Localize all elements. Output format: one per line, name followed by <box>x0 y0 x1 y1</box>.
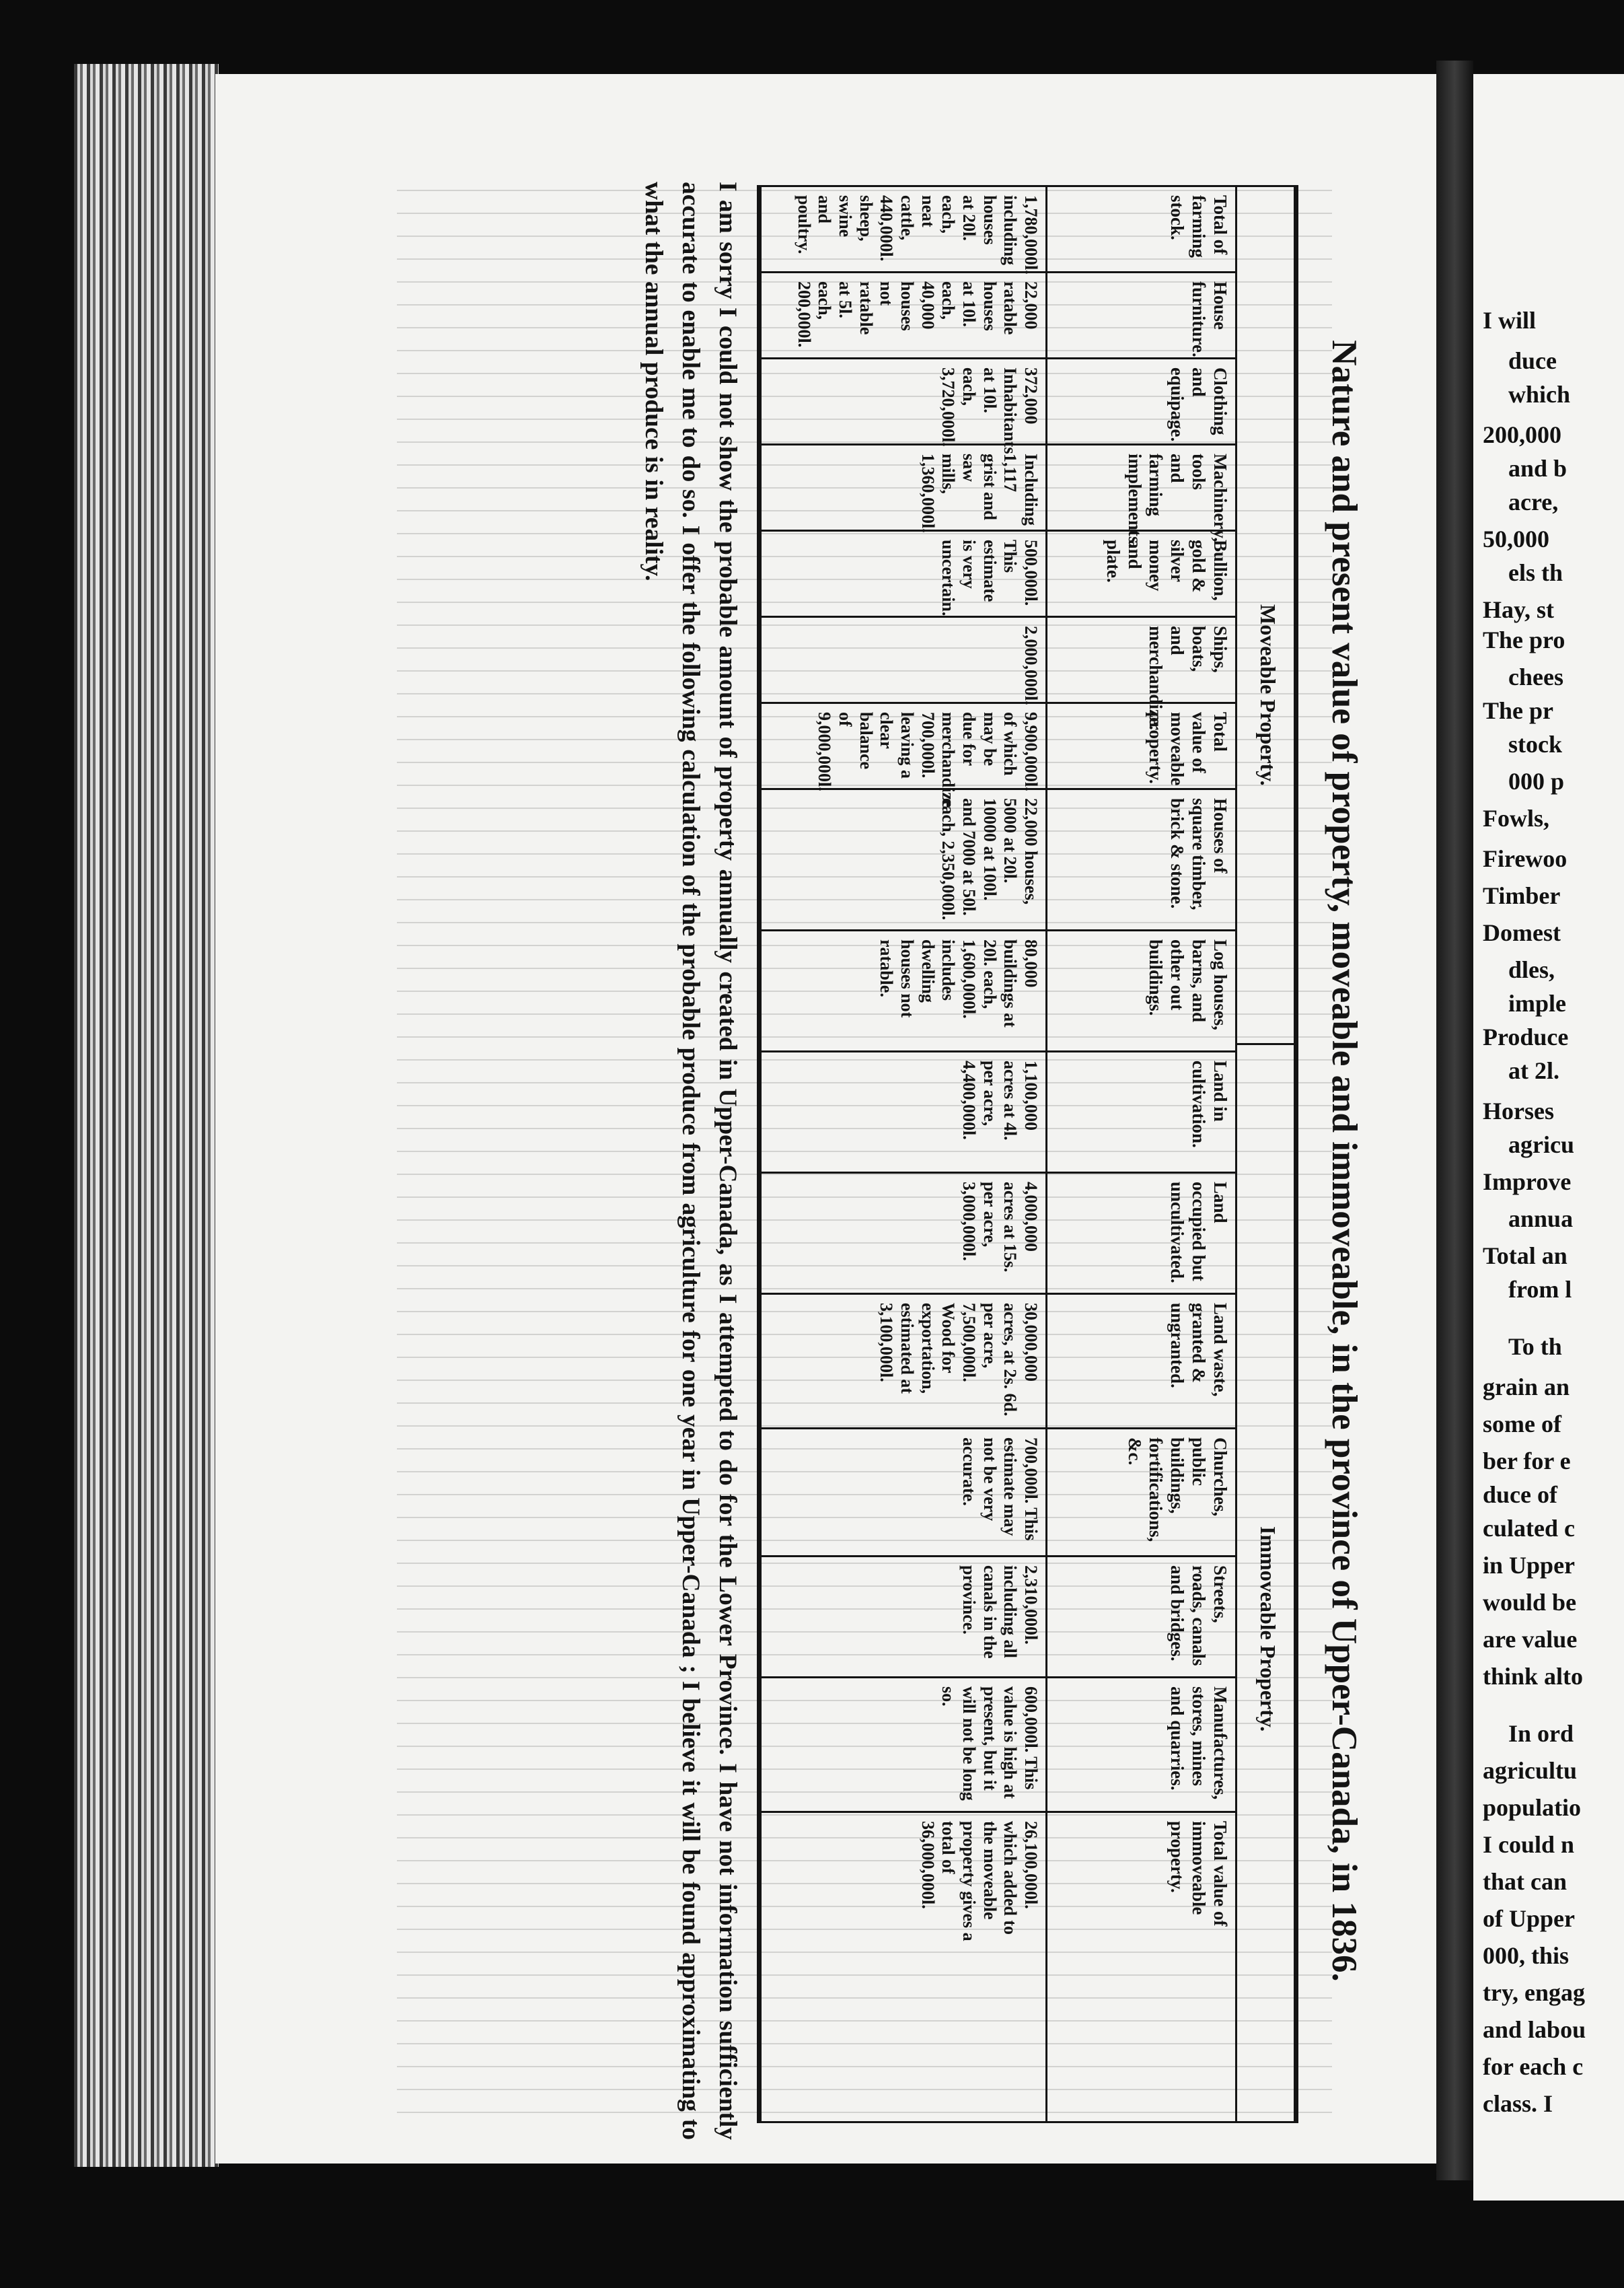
right-page-line: agricu <box>1508 1131 1574 1158</box>
column-value: 22,000 ratable houses at 10l. each, 40,000 houses not ratable at 5l. each, 200,000l. <box>757 273 1047 359</box>
right-page-line: try, engag <box>1483 1979 1585 2006</box>
column-value: 26,100,000l. which added to the moveable property gives a total of 36,000,000l. <box>918 1821 1041 1941</box>
right-page-line: 200,000 <box>1483 421 1561 448</box>
right-page-line: 000, this <box>1483 1942 1570 1969</box>
right-page-line: 50,000 <box>1483 526 1549 552</box>
right-page-line: are value <box>1483 1626 1578 1653</box>
table-value-row <box>757 187 1047 2121</box>
right-page-line: grain an <box>1483 1373 1570 1400</box>
right-page-line: 000 p <box>1508 768 1565 795</box>
column-value: 9,900,000l. of which may be due for merchandize 700,000l. leaving a clear balance of 9,000,000l. <box>757 704 1047 790</box>
column-header: Total value of moveable property. <box>1047 704 1237 790</box>
right-page-line: In ord <box>1508 1720 1574 1747</box>
right-page-line: Horses <box>1483 1098 1554 1124</box>
right-page-line: in Upper <box>1483 1552 1576 1579</box>
right-page-line: think alto <box>1483 1663 1584 1690</box>
column-value: Including 1,117 grist and saw mills, 1,360,000l. <box>757 445 1047 532</box>
right-page-line: The pro <box>1483 627 1565 653</box>
moveable-group-label: Moveable Property. <box>1256 604 1280 786</box>
right-page-line: from l <box>1508 1276 1572 1303</box>
group-divider <box>1237 1043 1294 1045</box>
right-page-line: I will <box>1483 307 1537 334</box>
column-header: Manufactures, stores, mines and quarries. <box>1047 1678 1237 1813</box>
column-value: 600,000l. This value is high at present, but it will not be long so. <box>757 1678 1047 1813</box>
column-header: Streets, roads, canals and bridges. <box>1047 1557 1237 1678</box>
column-header: Land occupied but uncultivated. <box>1047 1174 1237 1295</box>
right-page-line: of Upper <box>1483 1905 1575 1932</box>
column-value: 700,000l. This estimate may not be very accurate. <box>757 1429 1047 1557</box>
right-page-line: and b <box>1508 455 1567 482</box>
right-page-line: Improve <box>1483 1168 1572 1195</box>
right-page-line: agricultu <box>1483 1757 1577 1784</box>
immoveable-group-label: Immoveable Property. <box>1256 1526 1280 1732</box>
right-page-line: dles, <box>1508 956 1555 983</box>
right-page-line: imple <box>1508 990 1566 1017</box>
table-header-row <box>1045 187 1237 2121</box>
right-page-line: that can <box>1483 1868 1567 1895</box>
column-header: Land in cultivation. <box>1047 1052 1237 1174</box>
right-page-line: Fowls, <box>1483 805 1549 832</box>
right-page-line: Domest <box>1483 919 1561 946</box>
column-header: Total value of immoveable property. <box>1167 1821 1230 1927</box>
column-header: Log houses, barns, and other out buildings. <box>1047 931 1237 1052</box>
column-header: Bullion, gold & silver money and plate. <box>1047 532 1237 618</box>
column-value: 2,000,000l. <box>757 618 1047 704</box>
right-page-line: duce of <box>1483 1481 1557 1508</box>
column-value: 4,000,000 acres at 15s. per acre, 3,000,000l. <box>757 1174 1047 1295</box>
rotated-table-block <box>622 168 1372 2153</box>
right-page-line: ber for e <box>1483 1447 1571 1474</box>
right-page-line: class. I <box>1483 2090 1553 2117</box>
right-page-line: populatio <box>1483 1794 1582 1821</box>
column-value: 30,000,000 acres, at 2s. 6d. per acre, 7,500,000l. Wood for exportation, estimated at 3,100,000l. <box>757 1295 1047 1429</box>
right-page-line: Timber <box>1483 882 1561 909</box>
column-value: 1,100,000 acres at 4l. per acre, 4,400,000l. <box>757 1052 1047 1174</box>
right-page-line: some of <box>1483 1410 1561 1437</box>
right-page-line: chees <box>1508 664 1563 690</box>
column-header: Houses of square timber, brick & stone. <box>1047 790 1237 931</box>
right-page-line: To th <box>1508 1333 1562 1360</box>
right-page-line: culated c <box>1483 1515 1575 1542</box>
book-gutter <box>1436 61 1473 2180</box>
right-page-line: at 2l. <box>1508 1057 1559 1084</box>
right-page-line: would be <box>1483 1589 1577 1616</box>
right-page-line: annua <box>1508 1205 1574 1232</box>
note-paragraph: I am sorry I could not show the probable amount of property annually created in Upper-Canada, as I attempted to do for the Lower Province. I have not information sufficiently accurate to enable me to do so. I offer the following calculation of the probable produce from agriculture for one year in Upper-Canada ; I believe it will be found approximating to what the annual produce is in reality. <box>640 182 741 2140</box>
right-page <box>1473 74 1624 2201</box>
right-page-line: I could n <box>1483 1831 1575 1858</box>
column-value: 1,780,000l. including houses at 20l. each, neat cattle, 440,000l. sheep, swine and poultry. <box>757 187 1047 273</box>
column-header: Total of farming stock. <box>1047 187 1237 273</box>
column-value: 500,000l. This estimate is very uncertain. <box>757 532 1047 618</box>
right-page-text <box>1473 74 1624 2201</box>
right-page-line: and labou <box>1483 2016 1586 2043</box>
column-value: 22,000 houses, 5000 at 20l. 10000 at 100l. and 7000 at 50l. each, 2,350,000l. <box>757 790 1047 931</box>
property-table <box>757 185 1298 2123</box>
book-fore-edge <box>74 64 219 2167</box>
column-header: Clothing and equipage. <box>1047 359 1237 445</box>
column-value: 80,000 buildings at 20l. each, 1,600,000l. includes dwelling houses not ratable. <box>757 931 1047 1052</box>
right-page-line: duce <box>1508 347 1557 374</box>
right-page-line: The pr <box>1483 697 1554 724</box>
column-header: Land waste, granted & ungranted. <box>1047 1295 1237 1429</box>
right-page-line: Firewoo <box>1483 845 1567 872</box>
right-page-line: Hay, st <box>1483 596 1555 623</box>
column-header: Ships, boats, and merchandize. <box>1047 618 1237 704</box>
right-page-line: which <box>1508 381 1571 408</box>
column-header: Churches, public buildings, fortifications, &c. <box>1047 1429 1237 1557</box>
right-page-line: Total an <box>1483 1242 1567 1269</box>
right-page-line: for each c <box>1483 2053 1584 2080</box>
page-title: Nature and present value of property, moveable and immoveable, in the province of Upper-Canada, in 1836. <box>1325 340 1364 1982</box>
column-value: 2,310,000l. including all canals in the province. <box>757 1557 1047 1678</box>
column-header: House furniture. <box>1047 273 1237 359</box>
table-group-header <box>1235 187 1294 2121</box>
right-page-line: stock <box>1508 731 1562 758</box>
column-value: 372,000 Inhabitants at 10l. each, 3,720,000l. <box>757 359 1047 445</box>
right-page-line: acre, <box>1508 489 1559 515</box>
right-page-line: Produce <box>1483 1024 1569 1050</box>
column-header: Machinery, tools and farming implements. <box>1047 445 1237 532</box>
right-page-line: els th <box>1508 559 1563 586</box>
